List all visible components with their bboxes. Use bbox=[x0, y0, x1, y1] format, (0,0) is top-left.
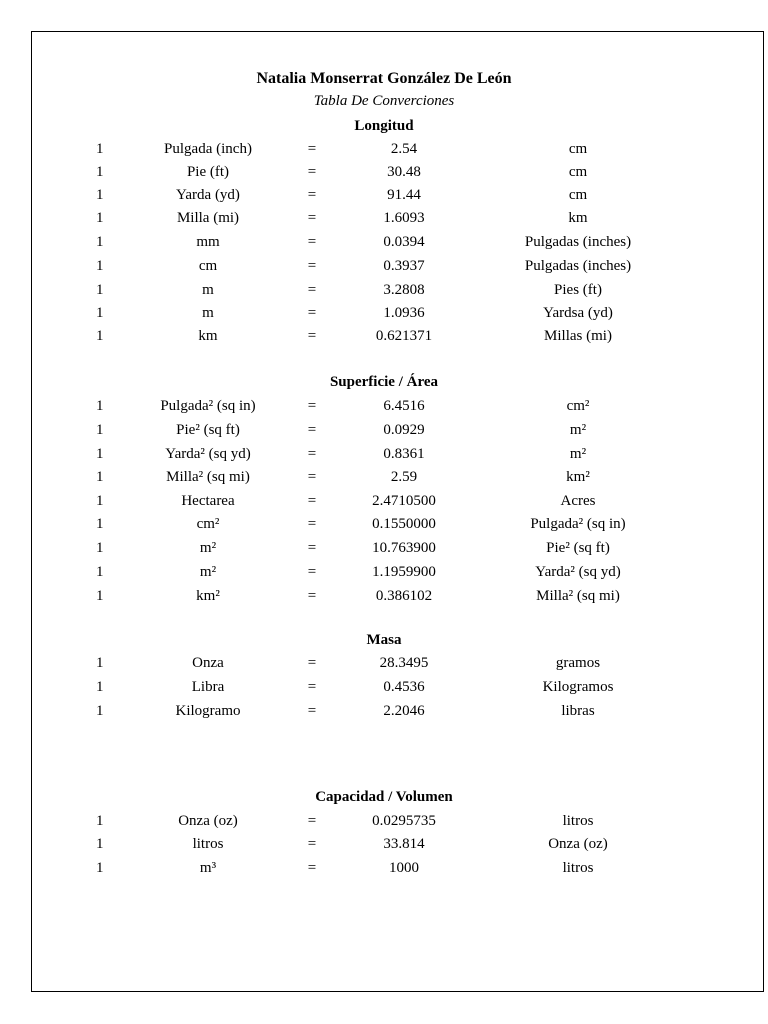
from-unit-cell: litros bbox=[192, 836, 224, 852]
quantity-cell: 1 bbox=[96, 860, 104, 876]
factor-cell: 0.4536 bbox=[383, 679, 425, 695]
equals-sign: = bbox=[307, 860, 317, 876]
to-unit-cell: litros bbox=[562, 813, 594, 829]
quantity-cell: 1 bbox=[96, 540, 104, 556]
equals-sign: = bbox=[307, 703, 317, 719]
quantity-cell: 1 bbox=[96, 446, 104, 462]
table-row bbox=[0, 278, 768, 302]
quantity-cell: 1 bbox=[96, 655, 104, 671]
section-heading-masa: Masa bbox=[366, 632, 402, 648]
document-title: Natalia Monserrat González De León bbox=[256, 70, 512, 87]
table-row bbox=[0, 856, 768, 880]
table-row bbox=[0, 254, 768, 278]
quantity-cell: 1 bbox=[96, 422, 104, 438]
table-row bbox=[0, 584, 768, 608]
from-unit-cell: Kilogramo bbox=[175, 703, 241, 719]
quantity-cell: 1 bbox=[96, 141, 104, 157]
quantity-cell: 1 bbox=[96, 813, 104, 829]
quantity-cell: 1 bbox=[96, 305, 104, 321]
factor-cell: 0.1550000 bbox=[372, 516, 436, 532]
table-row bbox=[0, 560, 768, 584]
to-unit-cell: cm bbox=[568, 187, 588, 203]
table-row bbox=[0, 160, 768, 184]
factor-cell: 0.0929 bbox=[383, 422, 425, 438]
to-unit-cell: Pulgada² (sq in) bbox=[530, 516, 626, 532]
to-unit-cell: Milla² (sq mi) bbox=[536, 588, 620, 604]
quantity-cell: 1 bbox=[96, 187, 104, 203]
quantity-cell: 1 bbox=[96, 836, 104, 852]
quantity-cell: 1 bbox=[96, 258, 104, 274]
quantity-cell: 1 bbox=[96, 282, 104, 298]
table-row bbox=[0, 489, 768, 513]
from-unit-cell: Onza bbox=[192, 655, 224, 671]
factor-cell: 28.3495 bbox=[379, 655, 429, 671]
table-row bbox=[0, 230, 768, 254]
from-unit-cell: m bbox=[202, 305, 214, 321]
factor-cell: 2.54 bbox=[390, 141, 418, 157]
to-unit-cell: cm bbox=[568, 164, 588, 180]
table-row bbox=[0, 324, 768, 348]
from-unit-cell: m³ bbox=[199, 860, 217, 876]
section-heading-longitud: Longitud bbox=[354, 118, 414, 134]
factor-cell: 0.0295735 bbox=[372, 813, 436, 829]
from-unit-cell: Pulgada² (sq in) bbox=[160, 398, 256, 414]
table-row bbox=[0, 301, 768, 325]
from-unit-cell: Hectarea bbox=[181, 493, 235, 509]
equals-sign: = bbox=[307, 422, 317, 438]
to-unit-cell: cm bbox=[568, 141, 588, 157]
factor-cell: 1.1959900 bbox=[372, 564, 436, 580]
equals-sign: = bbox=[307, 516, 317, 532]
factor-cell: 1000 bbox=[389, 860, 419, 876]
factor-cell: 0.621371 bbox=[375, 328, 433, 344]
to-unit-cell: Pie² (sq ft) bbox=[546, 540, 610, 556]
from-unit-cell: Pulgada (inch) bbox=[164, 141, 252, 157]
from-unit-cell: Pie² (sq ft) bbox=[176, 422, 240, 438]
factor-cell: 3.2808 bbox=[383, 282, 425, 298]
equals-sign: = bbox=[307, 328, 317, 344]
table-row bbox=[0, 206, 768, 230]
equals-sign: = bbox=[307, 210, 317, 226]
factor-cell: 33.814 bbox=[383, 836, 425, 852]
table-row bbox=[0, 394, 768, 418]
table-row bbox=[0, 699, 768, 723]
equals-sign: = bbox=[307, 588, 317, 604]
quantity-cell: 1 bbox=[96, 164, 104, 180]
table-row bbox=[0, 536, 768, 560]
to-unit-cell: m² bbox=[569, 446, 587, 462]
from-unit-cell: Libra bbox=[191, 679, 225, 695]
factor-cell: 0.8361 bbox=[383, 446, 425, 462]
to-unit-cell: Kilogramos bbox=[542, 679, 614, 695]
quantity-cell: 1 bbox=[96, 328, 104, 344]
equals-sign: = bbox=[307, 564, 317, 580]
to-unit-cell: Acres bbox=[560, 493, 596, 509]
to-unit-cell: litros bbox=[562, 860, 594, 876]
factor-cell: 91.44 bbox=[387, 187, 421, 203]
quantity-cell: 1 bbox=[96, 679, 104, 695]
section-heading-capacidad: Capacidad / Volumen bbox=[315, 789, 453, 805]
from-unit-cell: m² bbox=[199, 540, 217, 556]
table-row bbox=[0, 183, 768, 207]
table-row bbox=[0, 418, 768, 442]
quantity-cell: 1 bbox=[96, 564, 104, 580]
to-unit-cell: Pulgadas (inches) bbox=[524, 258, 632, 274]
equals-sign: = bbox=[307, 258, 317, 274]
factor-cell: 0.386102 bbox=[375, 588, 433, 604]
factor-cell: 6.4516 bbox=[383, 398, 425, 414]
factor-cell: 2.4710500 bbox=[372, 493, 436, 509]
equals-sign: = bbox=[307, 836, 317, 852]
from-unit-cell: m² bbox=[199, 564, 217, 580]
factor-cell: 2.59 bbox=[390, 469, 418, 485]
to-unit-cell: km² bbox=[566, 469, 590, 485]
from-unit-cell: km bbox=[198, 328, 218, 344]
equals-sign: = bbox=[307, 446, 317, 462]
to-unit-cell: Pies (ft) bbox=[554, 282, 602, 298]
quantity-cell: 1 bbox=[96, 210, 104, 226]
to-unit-cell: Onza (oz) bbox=[548, 836, 608, 852]
from-unit-cell: mm bbox=[196, 234, 220, 250]
equals-sign: = bbox=[307, 493, 317, 509]
equals-sign: = bbox=[307, 813, 317, 829]
factor-cell: 2.2046 bbox=[383, 703, 425, 719]
table-row bbox=[0, 809, 768, 833]
from-unit-cell: km² bbox=[196, 588, 220, 604]
table-row bbox=[0, 675, 768, 699]
equals-sign: = bbox=[307, 282, 317, 298]
to-unit-cell: cm² bbox=[566, 398, 590, 414]
equals-sign: = bbox=[307, 469, 317, 485]
quantity-cell: 1 bbox=[96, 703, 104, 719]
quantity-cell: 1 bbox=[96, 516, 104, 532]
factor-cell: 1.6093 bbox=[383, 210, 425, 226]
equals-sign: = bbox=[307, 679, 317, 695]
from-unit-cell: Milla (mi) bbox=[176, 210, 240, 226]
table-row bbox=[0, 442, 768, 466]
to-unit-cell: gramos bbox=[555, 655, 601, 671]
document-subtitle: Tabla De Converciones bbox=[313, 93, 455, 109]
quantity-cell: 1 bbox=[96, 234, 104, 250]
equals-sign: = bbox=[307, 540, 317, 556]
factor-cell: 10.763900 bbox=[372, 540, 436, 556]
equals-sign: = bbox=[307, 164, 317, 180]
to-unit-cell: Yarda² (sq yd) bbox=[535, 564, 621, 580]
to-unit-cell: m² bbox=[569, 422, 587, 438]
from-unit-cell: cm² bbox=[196, 516, 220, 532]
equals-sign: = bbox=[307, 234, 317, 250]
equals-sign: = bbox=[307, 141, 317, 157]
equals-sign: = bbox=[307, 305, 317, 321]
quantity-cell: 1 bbox=[96, 469, 104, 485]
factor-cell: 30.48 bbox=[387, 164, 421, 180]
to-unit-cell: Yardsa (yd) bbox=[543, 305, 613, 321]
to-unit-cell: Pulgadas (inches) bbox=[524, 234, 632, 250]
from-unit-cell: Yarda² (sq yd) bbox=[165, 446, 251, 462]
table-row bbox=[0, 651, 768, 675]
factor-cell: 0.0394 bbox=[383, 234, 425, 250]
table-row bbox=[0, 137, 768, 161]
from-unit-cell: Yarda (yd) bbox=[176, 187, 240, 203]
section-heading-superficie: Superficie / Área bbox=[329, 374, 439, 390]
equals-sign: = bbox=[307, 398, 317, 414]
from-unit-cell: Pie (ft) bbox=[186, 164, 230, 180]
to-unit-cell: libras bbox=[561, 703, 595, 719]
from-unit-cell: cm bbox=[198, 258, 218, 274]
equals-sign: = bbox=[307, 187, 317, 203]
from-unit-cell: Milla² (sq mi) bbox=[166, 469, 250, 485]
factor-cell: 0.3937 bbox=[383, 258, 425, 274]
quantity-cell: 1 bbox=[96, 588, 104, 604]
equals-sign: = bbox=[307, 655, 317, 671]
table-row bbox=[0, 465, 768, 489]
table-row bbox=[0, 512, 768, 536]
table-row bbox=[0, 832, 768, 856]
to-unit-cell: Millas (mi) bbox=[544, 328, 612, 344]
from-unit-cell: Onza (oz) bbox=[178, 813, 238, 829]
quantity-cell: 1 bbox=[96, 398, 104, 414]
to-unit-cell: km bbox=[568, 210, 588, 226]
factor-cell: 1.0936 bbox=[383, 305, 425, 321]
from-unit-cell: m bbox=[202, 282, 214, 298]
quantity-cell: 1 bbox=[96, 493, 104, 509]
